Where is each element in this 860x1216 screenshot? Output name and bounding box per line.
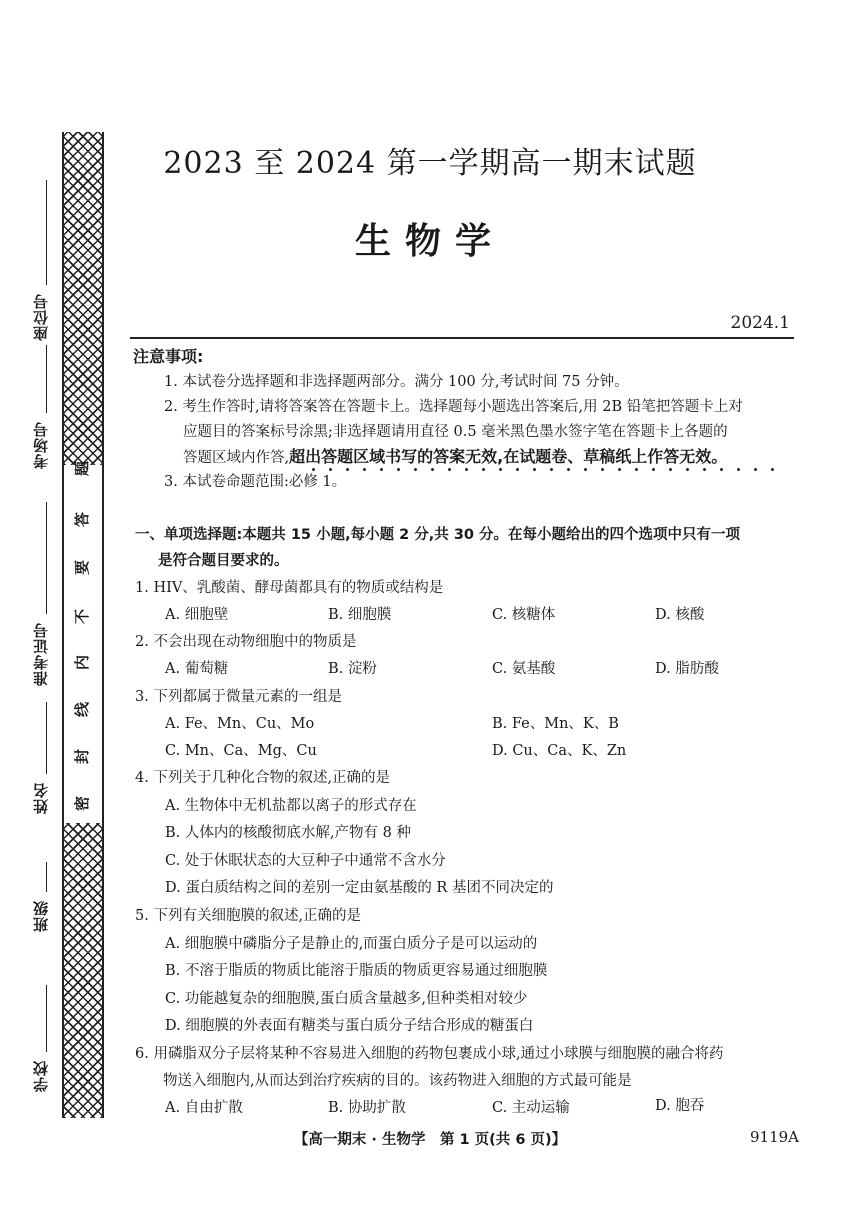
paper-code: 9119A	[750, 1128, 800, 1146]
section-heading-line-2: 是符合题目要求的。	[158, 553, 289, 569]
question-4-option-a: A. 生物体中无机盐都以离子的形式存在	[165, 798, 417, 814]
question-6-option-b: B. 协助扩散	[328, 1100, 406, 1116]
seal-char: 密	[73, 795, 92, 812]
notice-item-1: 1. 本试卷分选择题和非选择题两部分。满分 100 分,考试时间 75 分钟。	[164, 374, 629, 390]
class-line	[46, 862, 47, 892]
question-1-option-d: D. 核酸	[655, 607, 705, 623]
question-3-option-a: A. Fe、Mn、Cu、Mo	[165, 716, 315, 732]
class-label: 班级	[32, 900, 50, 932]
seat-number-label: 座位号	[32, 293, 50, 341]
question-6-option-a: A. 自由扩散	[165, 1100, 243, 1116]
question-2-option-d: D. 脂肪酸	[655, 661, 719, 677]
seal-char: 题	[73, 460, 92, 477]
exam-date: 2024.1	[730, 313, 790, 333]
question-1-stem: 1. HIV、乳酸菌、酵母菌都具有的物质或结构是	[135, 580, 444, 596]
seal-char: 封	[73, 748, 92, 765]
question-4-stem: 4. 下列关于几种化合物的叙述,正确的是	[135, 770, 391, 786]
question-3-option-d: D. Cu、Ca、K、Zn	[492, 743, 627, 759]
notice-item-2-line-3-text: 答题区域内作答,	[183, 450, 290, 466]
admission-number-line	[46, 502, 47, 614]
school-line	[46, 985, 47, 1052]
question-5-stem: 5. 下列有关细胞膜的叙述,正确的是	[135, 908, 362, 924]
seal-char: 要	[73, 559, 92, 576]
seal-char: 线	[73, 701, 92, 718]
name-label: 姓名	[32, 782, 50, 814]
admission-number-label: 准考证号	[32, 622, 50, 686]
question-5-option-b: B. 不溶于脂质的物质比能溶于脂质的物质更容易通过细胞膜	[165, 963, 548, 979]
exam-title: 2023 至 2024 第一学期高一期末试题	[163, 146, 697, 181]
section-heading-line-1: 一、单项选择题:本题共 15 小题,每小题 2 分,共 30 分。在每小题给出的四个选项中只有一项	[135, 527, 741, 543]
question-5-option-a: A. 细胞膜中磷脂分子是静止的,而蛋白质分子是可以运动的	[165, 936, 538, 952]
question-5-option-d: D. 细胞膜的外表面有糖类与蛋白质分子结合形成的糖蛋白	[165, 1018, 534, 1034]
question-6-option-d: D. 胞吞	[655, 1098, 705, 1114]
question-2-stem: 2. 不会出现在动物细胞中的物质是	[135, 634, 357, 650]
notice-emphasis: 超出答题区域书写的答案无效,在试题卷、草稿纸上作答无效。	[289, 447, 728, 466]
notice-item-3: 3. 本试卷命题范围:必修 1。	[164, 474, 347, 490]
exam-room-label: 考场号	[32, 421, 50, 469]
page-footer: 【高一期末 · 生物学 第 1 页(共 6 页)】	[293, 1132, 567, 1148]
question-1-option-a: A. 细胞壁	[165, 607, 229, 623]
header-rule	[130, 337, 794, 339]
question-5-option-c: C. 功能越复杂的细胞膜,蛋白质含量越多,但种类相对较少	[165, 991, 528, 1007]
seal-char: 答	[73, 511, 92, 528]
question-2-option-c: C. 氨基酸	[492, 661, 556, 677]
emphasis-dots	[305, 468, 785, 471]
question-6-option-c: C. 主动运输	[492, 1100, 570, 1116]
question-2-option-b: B. 淀粉	[328, 661, 377, 677]
notice-heading: 注意事项:	[133, 347, 204, 366]
question-4-option-b: B. 人体内的核酸彻底水解,产物有 8 种	[165, 825, 411, 841]
question-1-option-c: C. 核糖体	[492, 607, 556, 623]
notice-item-2-line-1: 2. 考生作答时,请将答案答在答题卡上。选择题每小题选出答案后,用 2B 铅笔把答题卡上对	[164, 399, 743, 415]
seal-pattern-bottom	[62, 823, 104, 1118]
question-4-option-d: D. 蛋白质结构之间的差别一定由氨基酸的 R 基团不同决定的	[165, 880, 554, 896]
school-label: 学校	[32, 1060, 50, 1092]
notice-item-2-line-3	[183, 444, 727, 467]
subject-title: 生物学	[354, 221, 505, 262]
name-line	[46, 702, 47, 774]
question-1-option-b: B. 细胞膜	[328, 607, 392, 623]
question-2-option-a: A. 葡萄糖	[165, 661, 229, 677]
question-4-option-c: C. 处于休眠状态的大豆种子中通常不含水分	[165, 853, 446, 869]
question-6-stem-line-2: 物送入细胞内,从而达到治疗疾病的目的。该药物进入细胞的方式最可能是	[163, 1073, 632, 1089]
seal-char: 不	[73, 608, 92, 625]
notice-item-2-line-2: 应题目的答案标号涂黑;非选择题请用直径 0.5 毫米黑色墨水签字笔在答题卡上各题的	[183, 424, 728, 440]
question-3-stem: 3. 下列都属于微量元素的一组是	[135, 689, 342, 705]
question-3-option-b: B. Fe、Mn、K、B	[492, 716, 619, 732]
seal-char: 内	[73, 654, 92, 671]
exam-room-line	[46, 345, 47, 413]
question-6-stem-line-1: 6. 用磷脂双分子层将某种不容易进入细胞的药物包裹成小球,通过小球膜与细胞膜的融合将药	[135, 1046, 724, 1062]
question-3-option-c: C. Mn、Ca、Mg、Cu	[165, 743, 317, 759]
